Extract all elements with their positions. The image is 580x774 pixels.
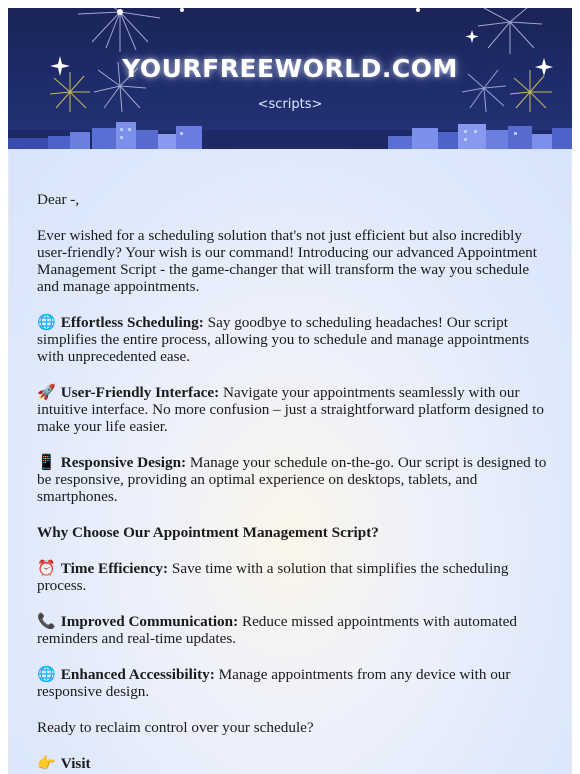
cta-visit[interactable] xyxy=(37,755,547,772)
city-skyline-right xyxy=(388,124,572,149)
feature-text: Manage your schedule on-the-go. Our script is designed to be responsive, providing an optimal experience on desktops, tablets, and smartphones. xyxy=(37,454,547,505)
benefit-enhanced-accessibility xyxy=(37,666,547,700)
intro-paragraph: Ever wished for a scheduling solution that's not just efficient but also incredibly user-friendly? Your wish is our command! Introducing our advanced Appointment Management Script - the game-changer that will transform the way you schedule and manage appointments. xyxy=(37,227,537,295)
email-body xyxy=(8,149,572,774)
feature-title: Responsive Design: xyxy=(60,454,187,471)
firework-burst xyxy=(478,8,542,54)
pointing-hand-icon: 👉 xyxy=(37,754,56,772)
feature-text: Say goodbye to scheduling headaches! Our script simplifies the entire process, allowing you to schedule and manage appointments with unprecedented ease. xyxy=(37,314,530,365)
feature-effortless-scheduling xyxy=(37,314,547,365)
feature-responsive-design xyxy=(37,454,547,505)
greeting: Dear -, xyxy=(37,191,80,208)
closing-question: Ready to reclaim control over your schedule? xyxy=(37,719,314,736)
email-text xyxy=(37,191,547,774)
cta-visit-link[interactable]: Visit xyxy=(60,755,91,772)
telephone-icon: 📞 xyxy=(37,612,56,630)
rocket-icon: 🚀 xyxy=(37,383,56,401)
feature-title: User-Friendly Interface: xyxy=(60,384,220,401)
globe-icon: 🌐 xyxy=(37,665,56,683)
why-choose-heading: Why Choose Our Appointment Management Script? xyxy=(37,524,379,541)
benefit-title: Enhanced Accessibility: xyxy=(60,666,215,683)
feature-text: Navigate your appointments seamlessly with our intuitive interface. No more confusion – just a straightforward platform designed to make your life easier. xyxy=(37,384,544,435)
feature-title: Effortless Scheduling: xyxy=(60,314,204,331)
benefit-title: Improved Communication: xyxy=(60,613,239,630)
globe-icon: 🌐 xyxy=(37,313,56,331)
header-banner xyxy=(8,8,572,149)
benefit-text: Save time with a solution that simplifies the scheduling process. xyxy=(37,560,509,594)
benefit-time-efficiency xyxy=(37,560,547,594)
brand-subtitle: <scripts> xyxy=(257,97,323,112)
benefit-text: Reduce missed appointments with automated reminders and real-time updates. xyxy=(37,613,517,647)
brand-logo-text[interactable]: YOURFREEWORLD.COM xyxy=(122,54,458,83)
benefit-improved-communication xyxy=(37,613,547,647)
benefit-title: Time Efficiency: xyxy=(60,560,169,577)
mobile-phone-icon: 📱 xyxy=(37,453,56,471)
feature-user-friendly-interface xyxy=(37,384,547,435)
benefit-text: Manage appointments from any device with our responsive design. xyxy=(37,666,511,700)
alarm-clock-icon: ⏰ xyxy=(37,559,56,577)
